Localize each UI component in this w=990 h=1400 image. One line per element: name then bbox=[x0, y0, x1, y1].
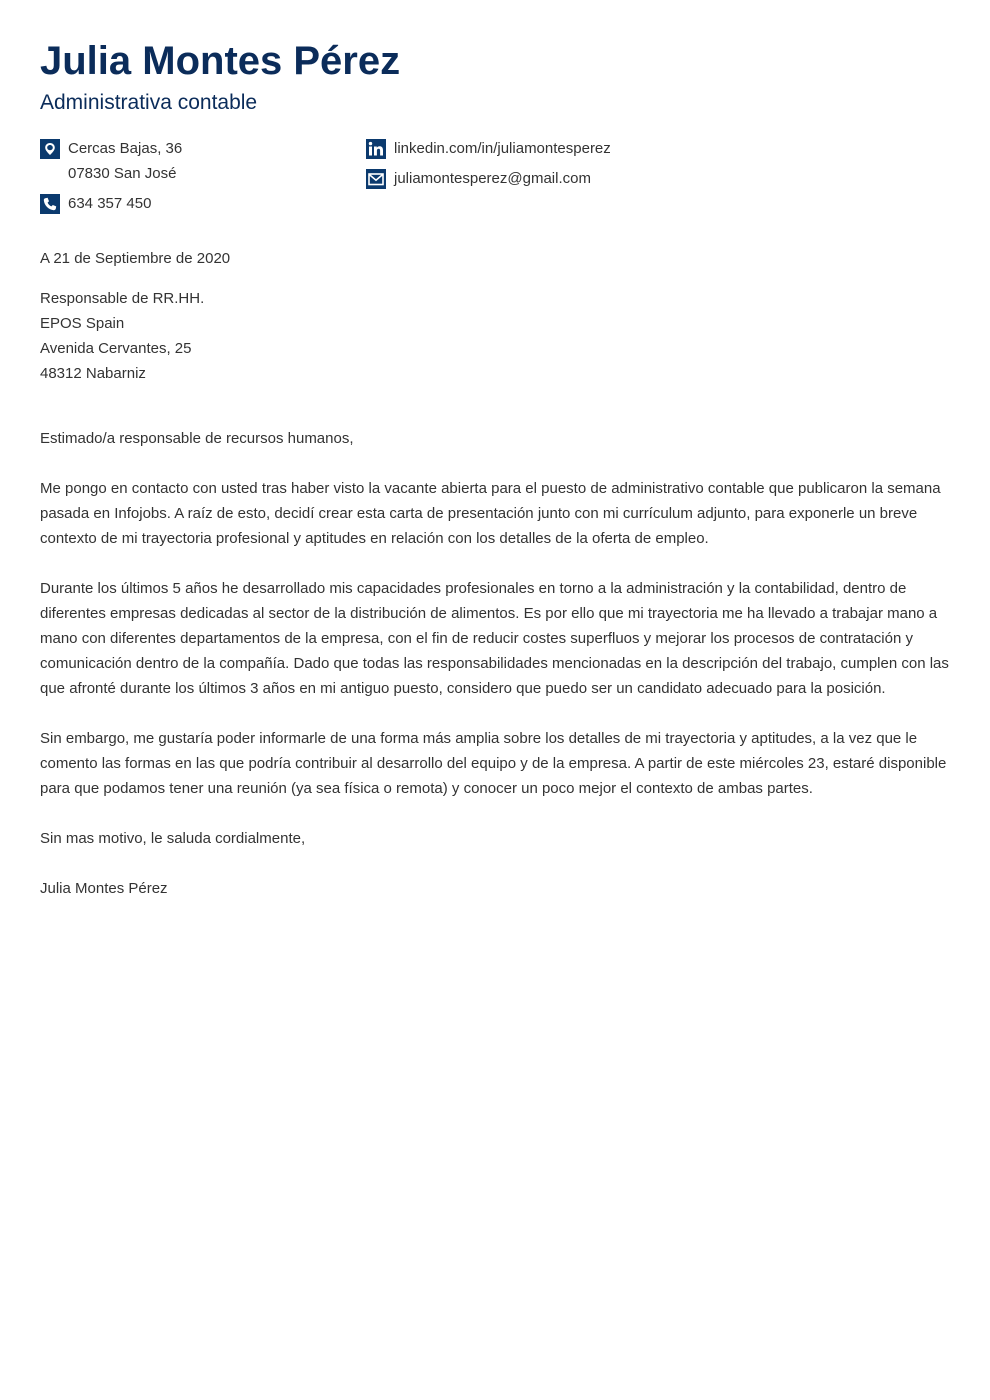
contact-email[interactable] bbox=[366, 166, 666, 191]
recipient-line-2: EPOS Spain bbox=[40, 315, 125, 332]
phone-icon bbox=[40, 194, 60, 214]
paragraph-line: Durante los últimos 5 años he desarrollado mis capacidades profesionales en torno a la administración y la contabilidad, dentro de bbox=[40, 580, 907, 597]
paragraph-line: pasada en Infojobs. A raíz de esto, decidí crear esta carta de presentación junto con mi currículum adjunto, para exponerle un breve bbox=[40, 505, 918, 522]
address-text bbox=[68, 136, 182, 186]
greeting: Estimado/a responsable de recursos humanos, bbox=[40, 430, 354, 447]
paragraph-line: contexto de mi trayectoria profesional y aptitudes en relación con los detalles de la oferta de empleo. bbox=[40, 530, 709, 547]
address-line-1: Cercas Bajas, 36 bbox=[68, 140, 183, 157]
body-paragraph-3 bbox=[40, 726, 946, 801]
paragraph-line: mano con diferentes departamentos de la empresa, con el fin de reducir costes superfluos y mejorar los procesos de contratación y bbox=[40, 630, 913, 647]
paragraph-line: para que podamos tener una reunión (ya sea física o remota) y conocer un poco mejor el contexto de ambas partes. bbox=[40, 780, 813, 797]
recipient-line-1: Responsable de RR.HH. bbox=[40, 290, 205, 307]
recipient-block bbox=[40, 286, 204, 386]
body-paragraph-1 bbox=[40, 476, 941, 551]
contact-phone bbox=[40, 191, 340, 216]
address-line-2: 07830 San José bbox=[68, 165, 177, 182]
contact-address bbox=[40, 136, 340, 186]
paragraph-line: Sin embargo, me gustaría poder informarle de una forma más amplia sobre los detalles de mi trayectoria y aptitudes, a la vez que le bbox=[40, 730, 918, 747]
paragraph-line: comunicación dentro de la compañía. Dado que todas las responsabilidades mencionadas en la descripción del trabajo, cumplen con las bbox=[40, 655, 949, 672]
envelope-icon bbox=[366, 169, 386, 189]
closing: Sin mas motivo, le saluda cordialmente, bbox=[40, 830, 306, 847]
email-link[interactable]: juliamontesperez@gmail.com bbox=[394, 170, 591, 187]
linkedin-link[interactable]: linkedin.com/in/juliamontesperez bbox=[394, 140, 611, 157]
recipient-line-3: Avenida Cervantes, 25 bbox=[40, 340, 192, 357]
paragraph-line: comento las formas en las que podría contribuir al desarrollo del equipo y de la empresa. A partir de este miércoles 23, estaré disponible bbox=[40, 755, 947, 772]
signature: Julia Montes Pérez bbox=[40, 880, 168, 897]
paragraph-line: Me pongo en contacto con usted tras haber visto la vacante abierta para el puesto de administrativo contable que publicaron la semana bbox=[40, 480, 941, 497]
job-title: Administrativa contable bbox=[40, 91, 258, 114]
recipient-line-4: 48312 Nabarniz bbox=[40, 365, 146, 382]
map-pin-icon bbox=[40, 139, 60, 159]
body-paragraph-2 bbox=[40, 576, 949, 701]
paragraph-line: diferentes empresas dedicadas al sector de la distribución de alimentos. Es por ello que mi trayectoria me ha llevado a trabajar mano a bbox=[40, 605, 938, 622]
applicant-name: Julia Montes Pérez bbox=[40, 39, 401, 83]
phone-text: 634 357 450 bbox=[68, 195, 152, 212]
contact-linkedin[interactable] bbox=[366, 136, 666, 161]
linkedin-icon bbox=[366, 139, 386, 159]
letter-date: A 21 de Septiembre de 2020 bbox=[40, 250, 231, 267]
paragraph-line: que afronté durante los últimos 3 años en mi antiguo puesto, considero que puedo ser un candidato adecuado para la posición. bbox=[40, 680, 886, 697]
